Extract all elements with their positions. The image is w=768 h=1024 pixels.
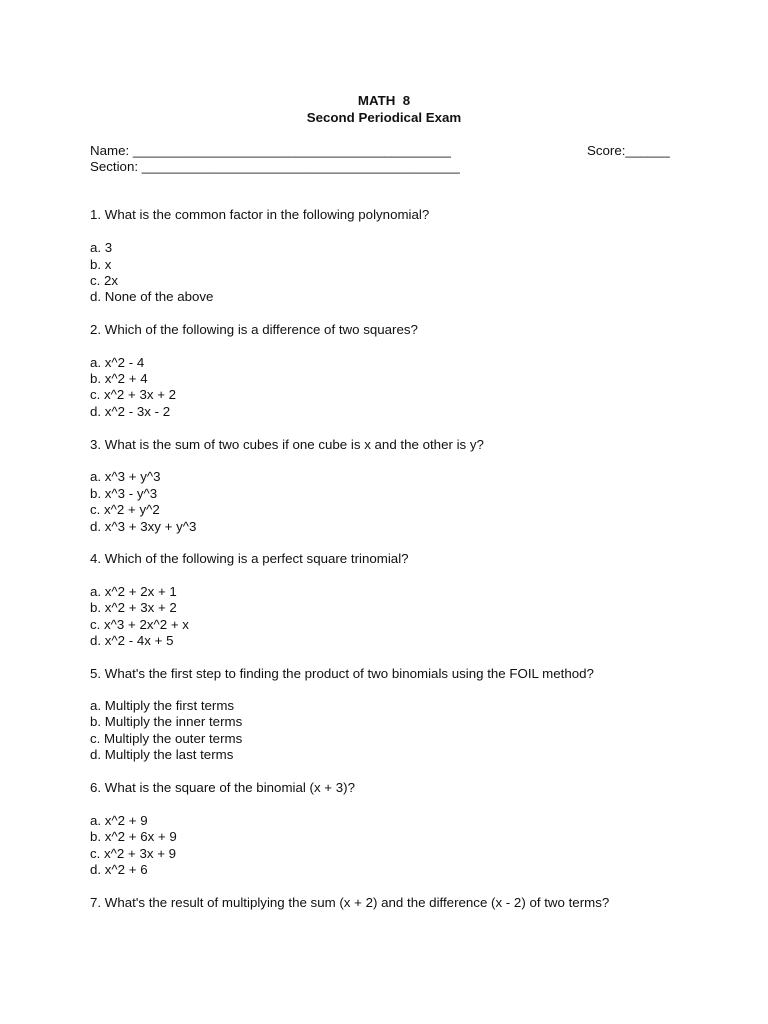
question-4-option-c: c. x^3 + 2x^2 + x [90, 617, 189, 632]
subject-title: MATH 8 [357, 93, 411, 108]
question-6-option-b: b. x^2 + 6x + 9 [90, 829, 177, 844]
section-field-line: Section: ___________________________________________ [90, 159, 460, 174]
question-2-option-a: a. x^2 - 4 [90, 355, 145, 370]
question-5-text: 5. What's the first step to finding the product of two binomials using the FOIL method? [90, 666, 594, 681]
question-5-option-b: b. Multiply the inner terms [90, 714, 243, 729]
question-6-option-a: a. x^2 + 9 [90, 813, 148, 828]
question-2-option-b: b. x^2 + 4 [90, 371, 148, 386]
question-5-option-c: c. Multiply the outer terms [90, 731, 243, 746]
question-6-option-d: d. x^2 + 6 [90, 862, 148, 877]
question-2-text: 2. Which of the following is a difference of two squares? [90, 322, 418, 337]
question-2-option-d: d. x^2 - 3x - 2 [90, 404, 171, 419]
question-6-option-c: c. x^2 + 3x + 9 [90, 846, 177, 861]
exam-title: Second Periodical Exam [306, 110, 462, 125]
question-1-option-d: d. None of the above [90, 289, 214, 304]
question-3-option-c: c. x^2 + y^2 [90, 502, 160, 517]
question-3-option-d: d. x^3 + 3xy + y^3 [90, 519, 197, 534]
name-field-line: Name: ___________________________________________ [90, 143, 451, 158]
question-3-text: 3. What is the sum of two cubes if one cube is x and the other is y? [90, 437, 484, 452]
question-7-text: 7. What's the result of multiplying the sum (x + 2) and the difference (x - 2) of two terms? [90, 895, 610, 910]
question-1-option-c: c. 2x [90, 273, 119, 288]
question-5-option-d: d. Multiply the last terms [90, 747, 234, 762]
question-4-option-a: a. x^2 + 2x + 1 [90, 584, 177, 599]
question-2-option-c: c. x^2 + 3x + 2 [90, 387, 177, 402]
question-3-option-a: a. x^3 + y^3 [90, 469, 161, 484]
question-3-option-b: b. x^3 - y^3 [90, 486, 158, 501]
question-4-option-b: b. x^2 + 3x + 2 [90, 600, 177, 615]
question-5-option-a: a. Multiply the first terms [90, 698, 235, 713]
question-1-text: 1. What is the common factor in the following polynomial? [90, 207, 430, 222]
question-1-option-a: a. 3 [90, 240, 113, 255]
question-6-text: 6. What is the square of the binomial (x + 3)? [90, 780, 355, 795]
question-4-option-d: d. x^2 - 4x + 5 [90, 633, 174, 648]
question-1-option-b: b. x [90, 257, 112, 272]
score-field-line: Score:______ [587, 143, 670, 158]
question-4-text: 4. Which of the following is a perfect square trinomial? [90, 551, 409, 566]
